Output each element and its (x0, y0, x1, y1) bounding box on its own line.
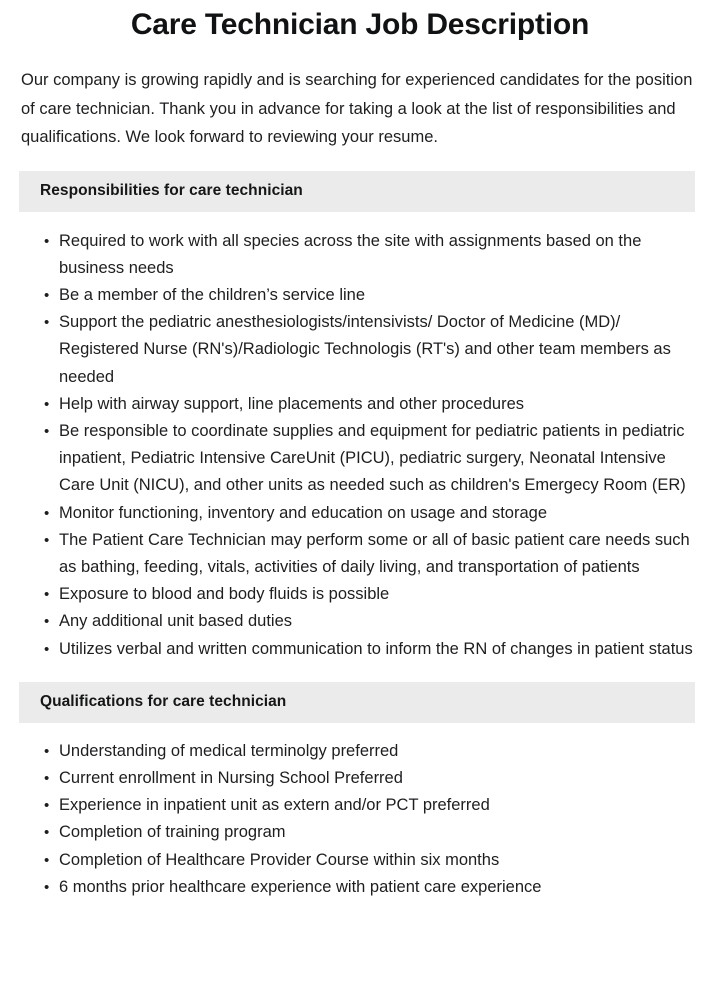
section-heading-label: Responsibilities for care technician (40, 182, 303, 199)
list-item: • Completion of Healthcare Provider Course within six months (59, 847, 695, 874)
list-item: • Understanding of medical terminolgy preferred (59, 738, 695, 765)
list-item: • Required to work with all species across the site with assignments based on the business needs (59, 228, 695, 282)
list-item: • Monitor functioning, inventory and education on usage and storage (59, 500, 695, 527)
list-item: • Experience in inpatient unit as extern and/or PCT preferred (59, 792, 695, 819)
page-title: Care Technician Job Description (130, 8, 590, 41)
list-item: • Be responsible to coordinate supplies and equipment for pediatric patients in pediatric inpatient, Pediatric Intensive CareUnit (PICU), pediatric surgery, Neonatal Intensive Care Unit (NICU), and other units as needed such as children's Emergecy Room (ER) (59, 418, 695, 500)
section-qualifications (0, 682, 720, 901)
section-heading-label: Qualifications for care technician (40, 693, 287, 711)
list-item: • Completion of training program (59, 819, 695, 846)
list-item: • Help with airway support, line placements and other procedures (59, 391, 695, 418)
section-header-qualifications (19, 682, 695, 723)
list-item: • Current enrollment in Nursing School Preferred (59, 765, 695, 792)
responsibilities-list (0, 212, 720, 663)
section-header-responsibilities (19, 171, 695, 212)
list-item: • Support the pediatric anesthesiologists/intensivists/ Doctor of Medicine (MD)/ Registered Nurse (RN's)/Radiologic Technologis (RT's) and other team members as needed (59, 309, 695, 391)
intro-paragraph: Our company is growing rapidly and is searching for experienced candidates for the position of care technician. Thank you in advance for taking a look at the list of responsibilities and qualifications. We look forward to reviewing your resume. (21, 71, 693, 146)
list-item: • Exposure to blood and body fluids is possible (59, 581, 695, 608)
qualifications-list (0, 723, 720, 901)
list-item: • Be a member of the children’s service line (59, 282, 695, 309)
list-item: • Utilizes verbal and written communication to inform the RN of changes in patient status (59, 636, 695, 663)
list-item: • 6 months prior healthcare experience with patient care experience (59, 874, 695, 901)
list-item: • Any additional unit based duties (59, 608, 695, 635)
list-item: • The Patient Care Technician may perform some or all of basic patient care needs such as bathing, feeding, vitals, activities of daily living, and transportation of patients (59, 527, 695, 581)
section-responsibilities (0, 171, 720, 663)
